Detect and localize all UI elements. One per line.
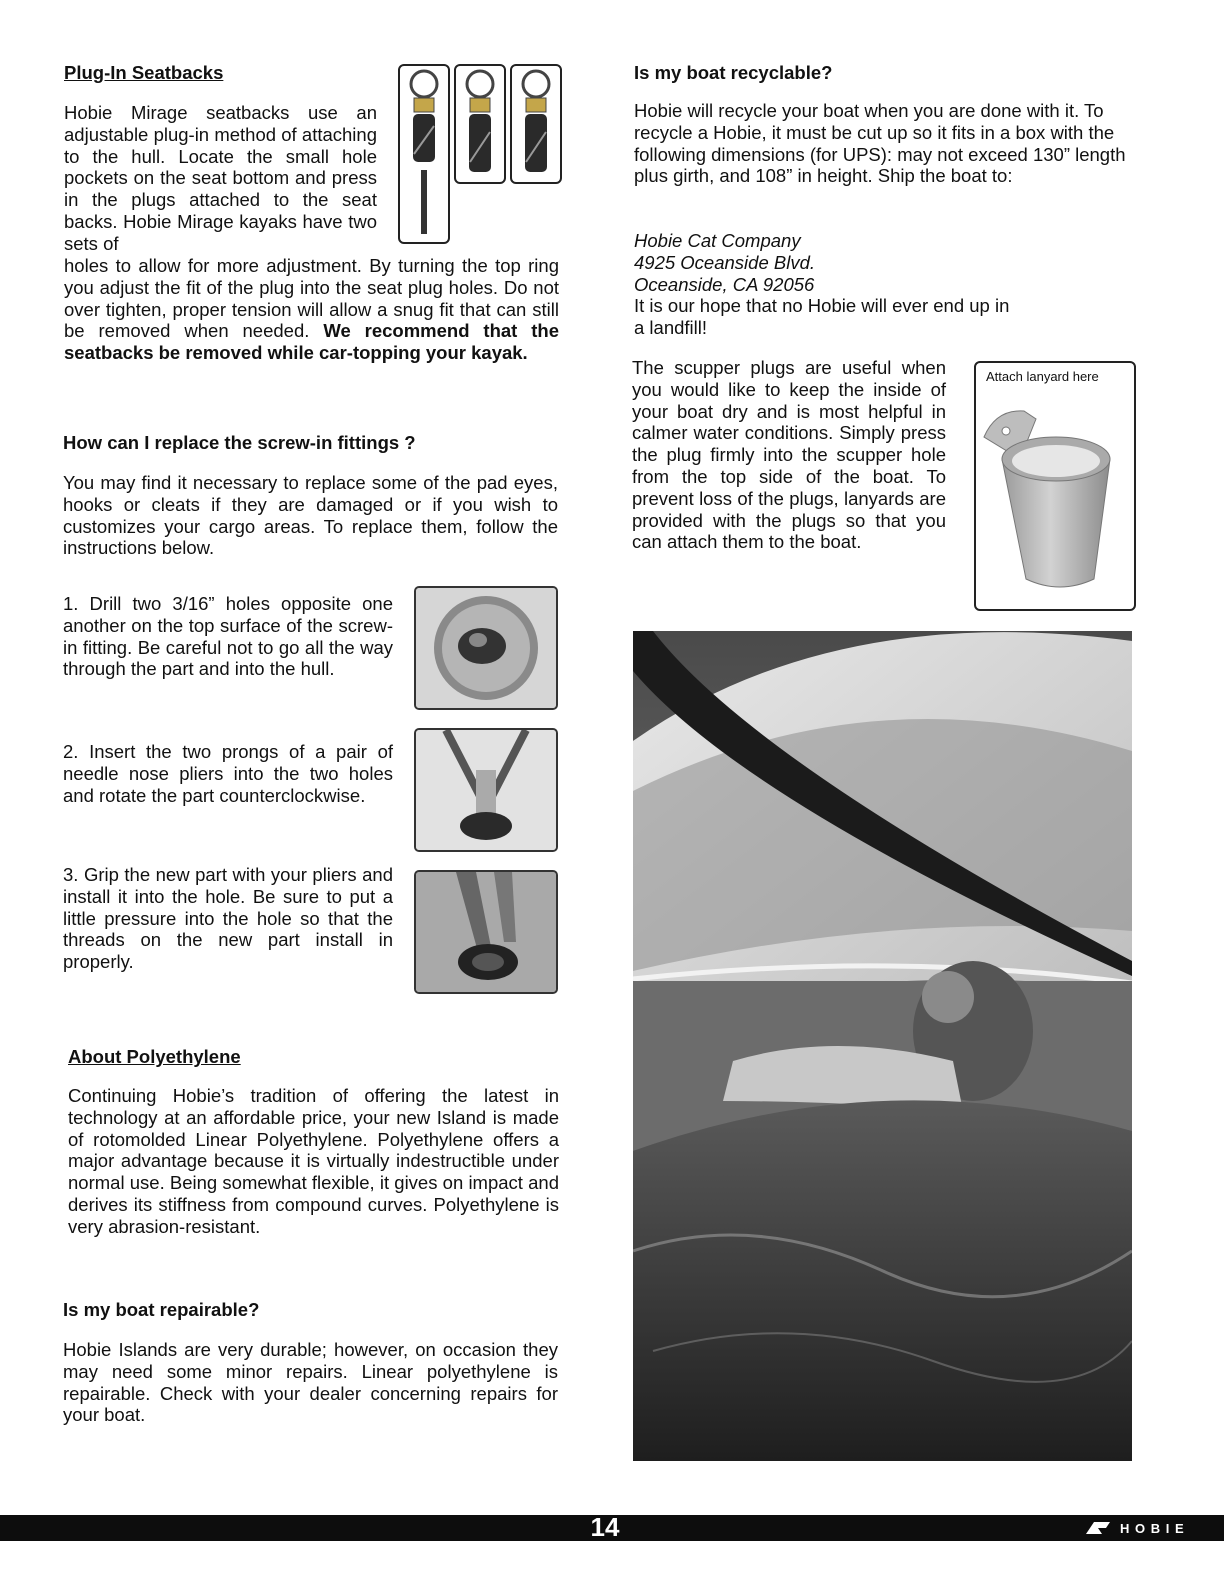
address-line-3: Oceanside, CA 92056 bbox=[634, 273, 815, 295]
address-line-2: 4925 Oceanside Blvd. bbox=[634, 251, 816, 273]
step-1-text: 1. Drill two 3/16” holes opposite one another on the top surface of the screw-in fitting. Be careful not to go all the way through the part and into the hull. bbox=[63, 593, 393, 680]
ship-address bbox=[634, 230, 815, 295]
step-3-photo bbox=[414, 870, 558, 994]
seatback-plug-figure-2 bbox=[454, 64, 506, 184]
page-number: 14 bbox=[590, 1512, 620, 1542]
poly-text: Continuing Hobie’s tradition of offering the latest in technology at an affordable price, your new Island is made of rotomolded Linear Polyethylene. Polyethylene offers a major advantage because it is virtually indestructible under normal use. Being somewhat flexible, it gives on impact and derives its stiffness from compound curves. Polyethylene is very abrasion-resistant. bbox=[68, 1085, 559, 1237]
seatbacks-text-narrow: Hobie Mirage seatbacks use an adjustable plug-in method of attaching to the hull. Locate the small hole pockets on the seat bottom and press in the plugs attached to the seat backs. Hobie Mirage kayaks have two sets of bbox=[64, 102, 377, 254]
fittings-heading: How can I replace the screw-in fittings ? bbox=[63, 432, 416, 453]
scupper-figure-label: Attach lanyard here bbox=[986, 369, 1099, 384]
scupper-plug-icon bbox=[976, 389, 1134, 609]
plug-icon bbox=[512, 66, 560, 182]
plug-exploded-icon bbox=[400, 66, 448, 242]
step-3-text: 3. Grip the new part with your pliers and install it into the hole. Be sure to put a little pressure into the hole so that the threads on the new part install in properly. bbox=[63, 864, 393, 973]
repair-text: Hobie Islands are very durable; however, on occasion they may need some minor repairs. Linear polyethylene is repairable. Check with your dealer concerning repairs for your boat. bbox=[63, 1339, 558, 1426]
seatback-plug-figure-1 bbox=[398, 64, 450, 244]
poly-heading: About Polyethylene bbox=[68, 1046, 241, 1067]
seatbacks-text-wide-plain: holes to allow for more adjustment. By turning the top ring you adjust the fit of the plug into the seat plug holes. Do not over tighten, proper tension will allow a snug fit that can still be removed when needed. bbox=[64, 255, 559, 342]
scupper-plug-figure bbox=[974, 361, 1136, 611]
install-part-image bbox=[416, 872, 556, 992]
recycle-text: Hobie will recycle your boat when you are done with it. To recycle a Hobie, it must be cut up so it fits in a box with the following dimensions (for UPS): may not exceed 130” length plus girth, and 108” in height. Ship the boat to: bbox=[634, 100, 1126, 187]
pliers-rotate-image bbox=[416, 730, 556, 850]
seatbacks-heading: Plug-In Seatbacks bbox=[64, 62, 224, 83]
step-1-photo bbox=[414, 586, 558, 710]
seatbacks-text-wide bbox=[64, 255, 559, 364]
hope-line-1: It is our hope that no Hobie will ever end up in bbox=[634, 295, 1010, 316]
hobie-brand-text: H O B I E bbox=[1120, 1521, 1185, 1536]
plug-icon bbox=[456, 66, 504, 182]
scupper-text: The scupper plugs are useful when you would like to keep the inside of your boat dry and is most helpful in calmer water conditions. Simply press the plug firmly into the scupper hole from the top side of the boat. To prevent loss of the plugs, lanyards are provided with the plugs so that you can attach them to the boat. bbox=[632, 357, 946, 553]
step-2-text: 2. Insert the two prongs of a pair of needle nose pliers into the two holes and rotate the part counterclockwise. bbox=[63, 741, 393, 806]
repair-heading: Is my boat repairable? bbox=[63, 1299, 260, 1320]
hobie-logo-icon bbox=[1084, 1518, 1112, 1538]
seatback-plug-figure-3 bbox=[510, 64, 562, 184]
step-2-photo bbox=[414, 728, 558, 852]
address-line-1: Hobie Cat Company bbox=[634, 230, 801, 251]
kayaker-sail-image bbox=[633, 631, 1132, 1461]
drilled-fitting-image bbox=[416, 588, 556, 708]
recycle-heading: Is my boat recyclable? bbox=[634, 62, 833, 83]
recycle-hope bbox=[634, 295, 1009, 339]
fittings-intro: You may find it necessary to replace some of the pad eyes, hooks or cleats if they are damaged or if you wish to customizes your cargo areas. To replace them, follow the instructions below. bbox=[63, 472, 558, 559]
seatbacks-recommendation: We recommend that the seatbacks be removed while car-topping your kayak. bbox=[64, 320, 559, 364]
hope-line-2: a landfill! bbox=[634, 316, 708, 338]
kayak-photo bbox=[633, 631, 1132, 1461]
